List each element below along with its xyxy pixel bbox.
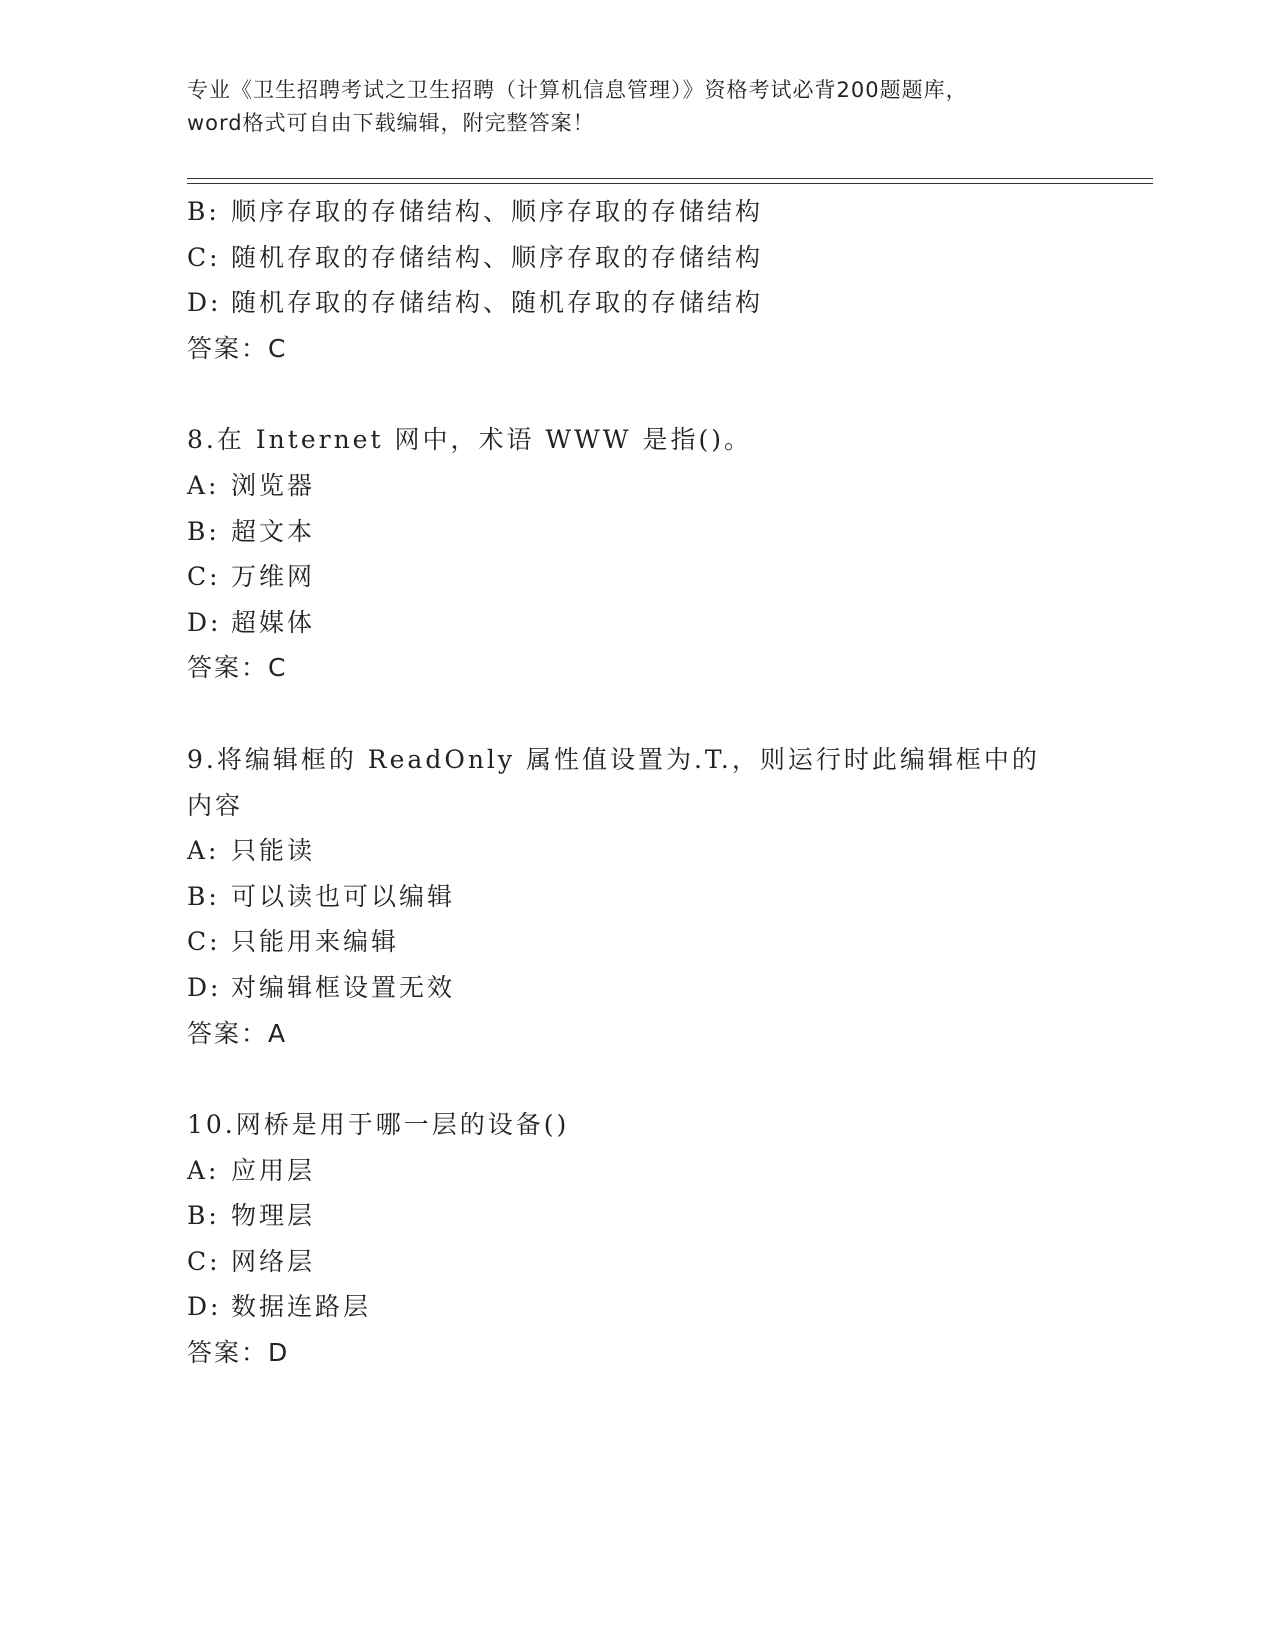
question-stem: 8.在 Internet 网中，术语 WWW 是指()。 bbox=[187, 425, 752, 455]
option-letter: B: bbox=[187, 881, 220, 911]
header-line-1: 专业《卫生招聘考试之卫生招聘（计算机信息管理）》资格考试必背200题题库， bbox=[187, 78, 968, 102]
answer-line: 答案：A bbox=[187, 1018, 288, 1048]
option-letter: B: bbox=[187, 516, 220, 546]
question-8 bbox=[187, 417, 1127, 691]
option-text: 万维网 bbox=[231, 562, 316, 592]
option-b bbox=[187, 509, 1127, 555]
option-text: 随机存取的存储结构、顺序存取的存储结构 bbox=[231, 242, 764, 272]
option-text: 可以读也可以编辑 bbox=[231, 881, 456, 911]
option-letter: A: bbox=[187, 470, 220, 500]
option-b bbox=[187, 874, 1127, 920]
option-text: 物理层 bbox=[231, 1201, 316, 1231]
option-b bbox=[187, 189, 1127, 235]
option-c bbox=[187, 919, 1127, 965]
option-text: 对编辑框设置无效 bbox=[231, 972, 456, 1002]
question-stem: 10.网桥是用于哪一层的设备() bbox=[187, 1110, 570, 1140]
option-letter: D: bbox=[187, 1292, 222, 1322]
option-text: 顺序存取的存储结构、顺序存取的存储结构 bbox=[231, 197, 764, 226]
option-a bbox=[187, 463, 1127, 509]
question-9 bbox=[187, 737, 1127, 1056]
spacer bbox=[187, 371, 1127, 417]
option-text: 网络层 bbox=[231, 1246, 316, 1276]
option-text: 浏览器 bbox=[231, 470, 316, 500]
document-header bbox=[187, 74, 1087, 140]
spacer bbox=[187, 1056, 1127, 1102]
header-line-2: word格式可自由下载编辑，附完整答案！ bbox=[187, 111, 595, 135]
option-d bbox=[187, 280, 1127, 326]
question-10 bbox=[187, 1102, 1127, 1376]
option-a bbox=[187, 1148, 1127, 1194]
option-letter: D: bbox=[187, 607, 222, 637]
spacer bbox=[187, 691, 1127, 737]
option-a bbox=[187, 828, 1127, 874]
question-content bbox=[187, 189, 1127, 1376]
option-letter: B: bbox=[187, 197, 220, 226]
option-d bbox=[187, 600, 1127, 646]
option-c bbox=[187, 554, 1127, 600]
answer-line: 答案：D bbox=[187, 1338, 290, 1368]
option-text: 随机存取的存储结构、随机存取的存储结构 bbox=[231, 288, 764, 318]
header-divider-top bbox=[187, 178, 1153, 179]
option-letter: C: bbox=[187, 927, 221, 957]
header-divider-bottom bbox=[187, 183, 1153, 184]
option-letter: A: bbox=[187, 836, 220, 866]
option-text: 超文本 bbox=[231, 516, 316, 546]
option-letter: C: bbox=[187, 242, 221, 272]
option-letter: C: bbox=[187, 1246, 221, 1276]
option-d bbox=[187, 1284, 1127, 1330]
answer-line: 答案：C bbox=[187, 653, 288, 683]
question-stem: 9.将编辑框的 ReadOnly 属性值设置为.T.，则运行时此编辑框中的内容 bbox=[187, 744, 1040, 820]
option-text: 只能读 bbox=[231, 836, 316, 866]
option-letter: C: bbox=[187, 562, 221, 592]
option-text: 只能用来编辑 bbox=[231, 927, 400, 957]
option-c bbox=[187, 1239, 1127, 1285]
option-b bbox=[187, 1193, 1127, 1239]
option-letter: A: bbox=[187, 1155, 220, 1185]
option-text: 应用层 bbox=[231, 1155, 316, 1185]
option-letter: B: bbox=[187, 1201, 220, 1231]
prev-question bbox=[187, 189, 1127, 371]
option-text: 数据连路层 bbox=[231, 1292, 372, 1322]
option-text: 超媒体 bbox=[231, 607, 316, 637]
option-d bbox=[187, 965, 1127, 1011]
option-c bbox=[187, 235, 1127, 281]
answer-line: 答案：C bbox=[187, 333, 288, 363]
option-letter: D: bbox=[187, 288, 222, 318]
option-letter: D: bbox=[187, 972, 222, 1002]
